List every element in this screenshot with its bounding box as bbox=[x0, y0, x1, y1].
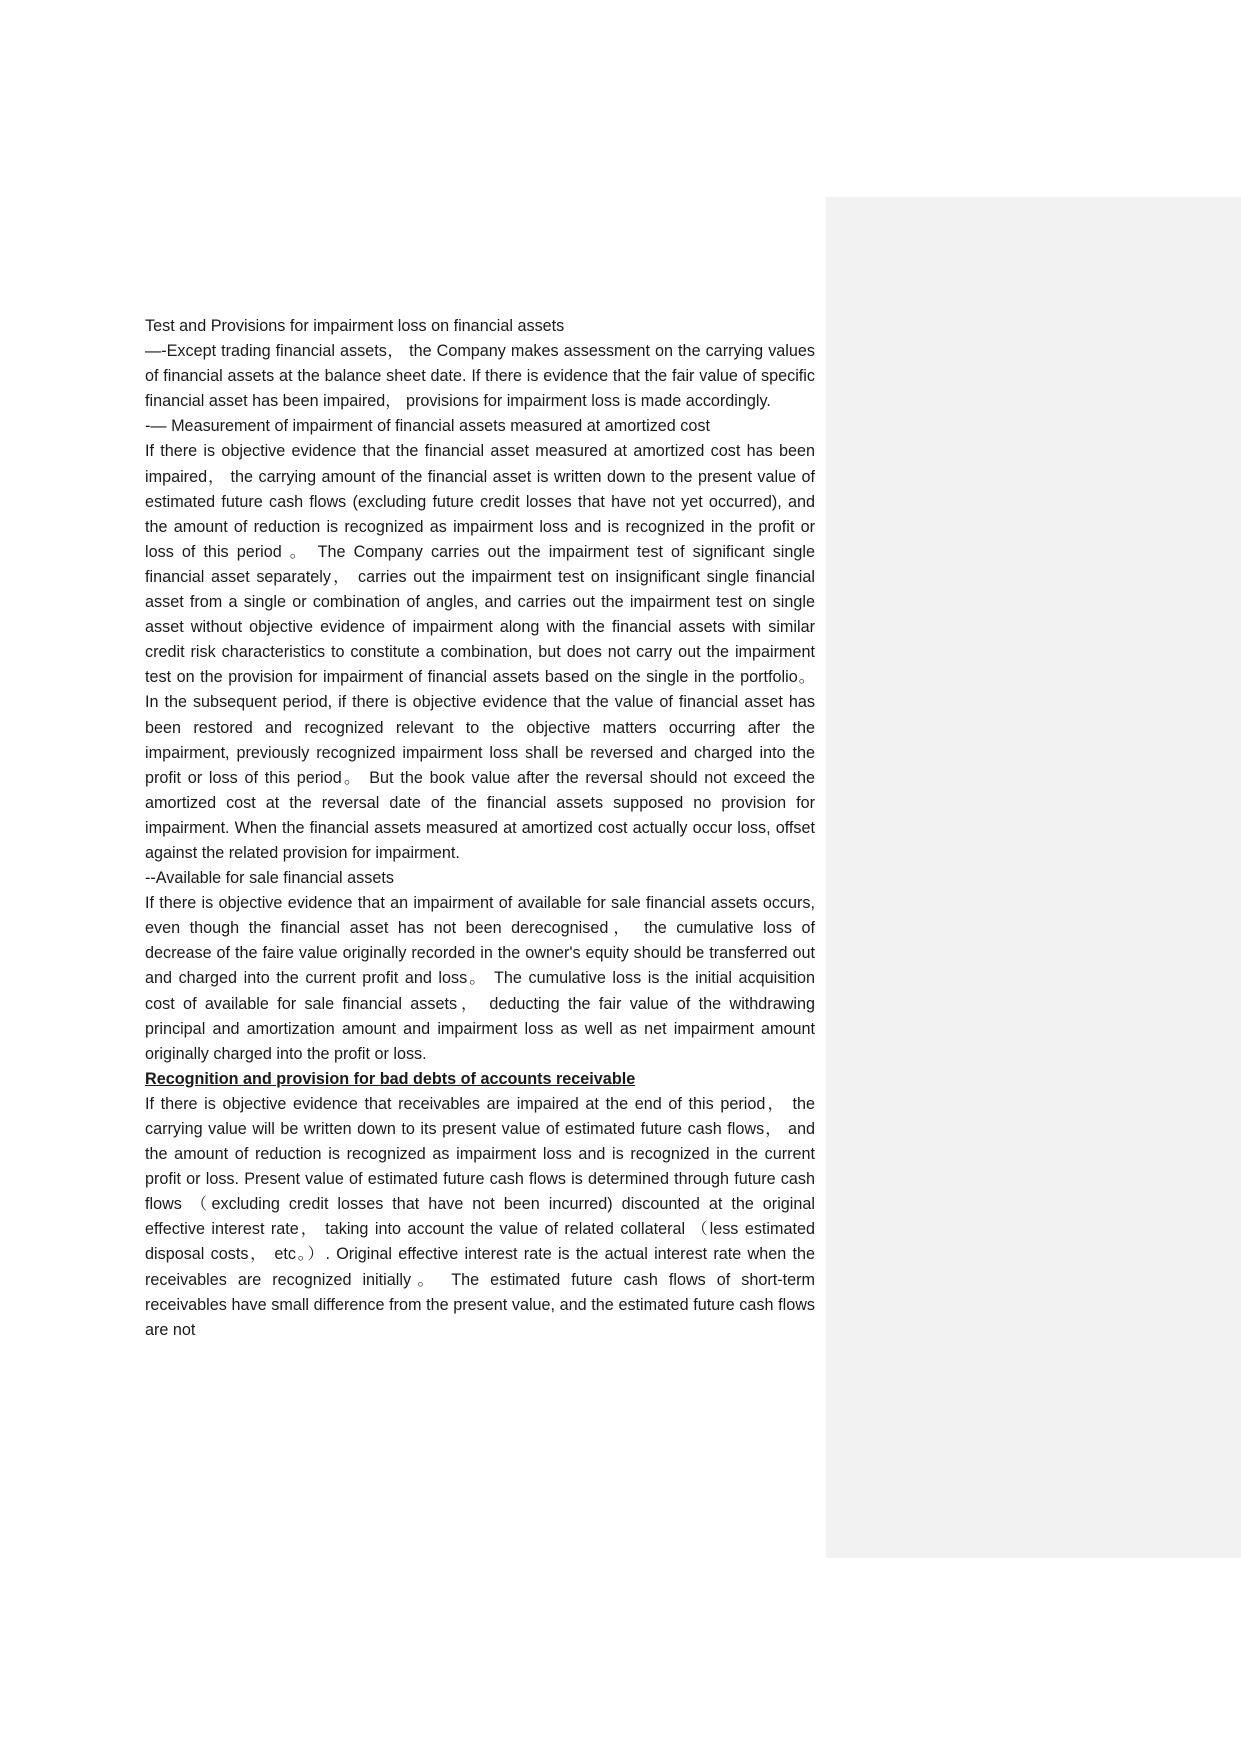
paragraph-receivables: If there is objective evidence that receivables are impaired at the end of this period， the carrying value will be written down to its present value of estimated future cash flows， and the amount of reduction is recognized as impairment loss and is recognized in the current profit or loss. Present value of estimated future cash flows is determined through future cash flows （excluding credit losses that have not been incurred) discounted at the original effective interest rate， taking into account the value of related collateral （less estimated disposal costs， etc。）. Original effective interest rate is the actual interest rate when the receivables are recognized initially。 The estimated future cash flows of short-term receivables have small difference from the present value, and the estimated future cash flows are not bbox=[145, 1094, 815, 1339]
section-heading-available-for-sale: --Available for sale financial assets bbox=[145, 869, 394, 888]
section-heading-amortized-cost: -— Measurement of impairment of financial assets measured at amortized cost bbox=[145, 417, 710, 436]
section-heading-impairment-test: Test and Provisions for impairment loss on financial assets bbox=[145, 317, 565, 335]
comment-pane bbox=[826, 197, 1241, 1558]
section-heading-bad-debts: Recognition and provision for bad debts of accounts receivable bbox=[145, 1069, 636, 1088]
document-body bbox=[145, 314, 815, 1343]
paragraph-available-for-sale: If there is objective evidence that an impairment of available for sale financial assets occurs, even though the financial asset has not been derecognised， the cumulative loss of decrease of the faire value originally recorded in the owner's equity should be transferred out and charged into the current profit and loss。 The cumulative loss is the initial acquisition cost of available for sale financial assets， deducting the fair value of the withdrawing principal and amortization amount and impairment loss as well as net impairment amount originally charged into the profit or loss. bbox=[145, 894, 815, 1063]
paragraph-except-trading: —-Except trading financial assets， the Company makes assessment on the carrying values of financial assets at the balance sheet date. If there is evidence that the fair value of specific financial asset has been impaired， provisions for impairment loss is made accordingly. bbox=[145, 342, 815, 411]
paragraph-amortized-cost: If there is objective evidence that the financial asset measured at amortized cost has been impaired， the carrying amount of the financial asset is written down to the present value of estimated future cash flows (excluding future credit losses that have not yet occurred), and the amount of reduction is recognized as impairment loss and is recognized in the profit or loss of this period 。 The Company carries out the impairment test of significant single financial asset separately， carries out the impairment test on insignificant single financial asset from a single or combination of angles, and carries out the impairment test on single asset without objective evidence of impairment along with the financial assets with similar credit risk characteristics to constitute a combination, but does not carry out the impairment test on the provision for impairment of financial assets based on the single in the portfolio。 In the subsequent period, if there is objective evidence that the value of financial asset has been restored and recognized relevant to the objective matters occurring after the impairment, previously recognized impairment loss shall be reversed and charged into the profit or loss of this period。 But the book value after the reversal should not exceed the amortized cost at the reversal date of the financial assets supposed no provision for impairment. When the financial assets measured at amortized cost actually occur loss, offset against the related provision for impairment. bbox=[145, 442, 815, 862]
